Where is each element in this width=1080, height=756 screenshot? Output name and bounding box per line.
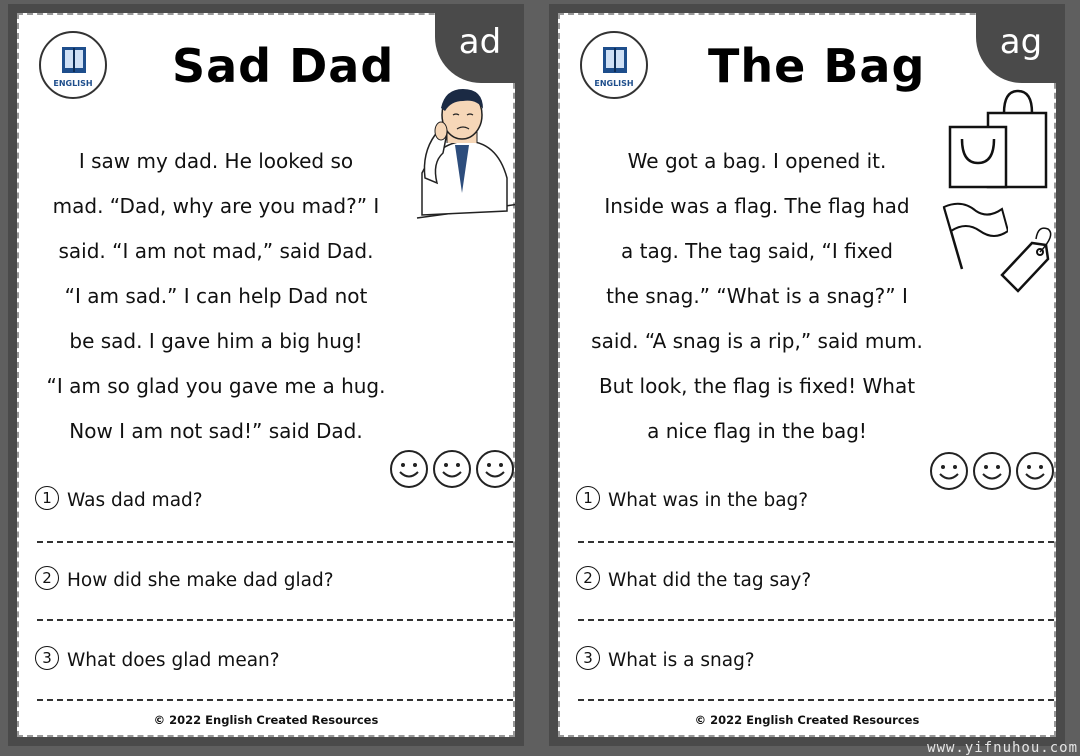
- smiley-rating: [929, 451, 1055, 491]
- english-logo: ENGLISH: [39, 31, 107, 99]
- story-text: [31, 139, 401, 454]
- question-2: 2 What did the tag say?: [576, 569, 811, 593]
- story-line: Inside was a flag. The flag had: [604, 194, 910, 218]
- smiley-face-icon: [475, 449, 515, 489]
- question-1: 1 Was dad mad?: [35, 489, 203, 513]
- smiley-face-icon: [432, 449, 472, 489]
- answer-line[interactable]: [37, 699, 513, 701]
- story-text: [572, 139, 942, 454]
- story-line: said. “I am not mad,” said Dad.: [58, 239, 374, 263]
- smiley-face-icon: [389, 449, 429, 489]
- copyright-footer: © 2022 English Created Resources: [153, 713, 379, 727]
- answer-line[interactable]: [37, 619, 513, 621]
- smiley-face-icon: [1015, 451, 1055, 491]
- copyright-footer: © 2022 English Created Resources: [694, 713, 920, 727]
- smiley-rating: [389, 449, 515, 489]
- smiley-face-icon: [929, 451, 969, 491]
- story-line: the snag.” “What is a snag?” I: [606, 284, 908, 308]
- answer-line[interactable]: [578, 541, 1054, 543]
- sad-man-illustration: [407, 83, 524, 223]
- story-line: mad. “Dad, why are you mad?” I: [52, 194, 380, 218]
- story-line: But look, the flag is fixed! What: [598, 374, 916, 398]
- shopping-bags-icon: [944, 87, 1054, 197]
- english-logo: ENGLISH: [580, 31, 648, 99]
- question-2: 2 How did she make dad glad?: [35, 569, 334, 593]
- answer-line[interactable]: [578, 699, 1054, 701]
- worksheet-the-bag: [549, 4, 1065, 746]
- question-1: 1 What was in the bag?: [576, 489, 808, 513]
- page-title: Sad Dad: [172, 39, 395, 93]
- book-icon: [61, 45, 87, 75]
- book-icon: [602, 45, 628, 75]
- answer-line[interactable]: [37, 541, 513, 543]
- story-line: “I am sad.” I can help Dad not: [64, 284, 368, 308]
- site-watermark: www.yifnuhou.com: [927, 740, 1078, 756]
- price-tag-icon: [990, 225, 1060, 295]
- phonics-tag: ag: [976, 4, 1065, 83]
- story-line: said. “A snag is a rip,” said mum.: [591, 329, 923, 353]
- story-line: a tag. The tag said, “I fixed: [621, 239, 893, 263]
- question-3: 3 What is a snag?: [576, 649, 755, 673]
- page-title: The Bag: [708, 39, 926, 93]
- worksheet-sad-dad: [8, 4, 524, 746]
- story-line: We got a bag. I opened it.: [627, 149, 887, 173]
- story-line: I saw my dad. He looked so: [78, 149, 354, 173]
- story-line: “I am so glad you gave me a hug.: [46, 374, 386, 398]
- smiley-face-icon: [972, 451, 1012, 491]
- phonics-tag: ad: [435, 4, 524, 83]
- answer-line[interactable]: [578, 619, 1054, 621]
- story-line: a nice flag in the bag!: [647, 419, 867, 443]
- story-line: be sad. I gave him a big hug!: [69, 329, 363, 353]
- story-line: Now I am not sad!” said Dad.: [69, 419, 363, 443]
- question-3: 3 What does glad mean?: [35, 649, 280, 673]
